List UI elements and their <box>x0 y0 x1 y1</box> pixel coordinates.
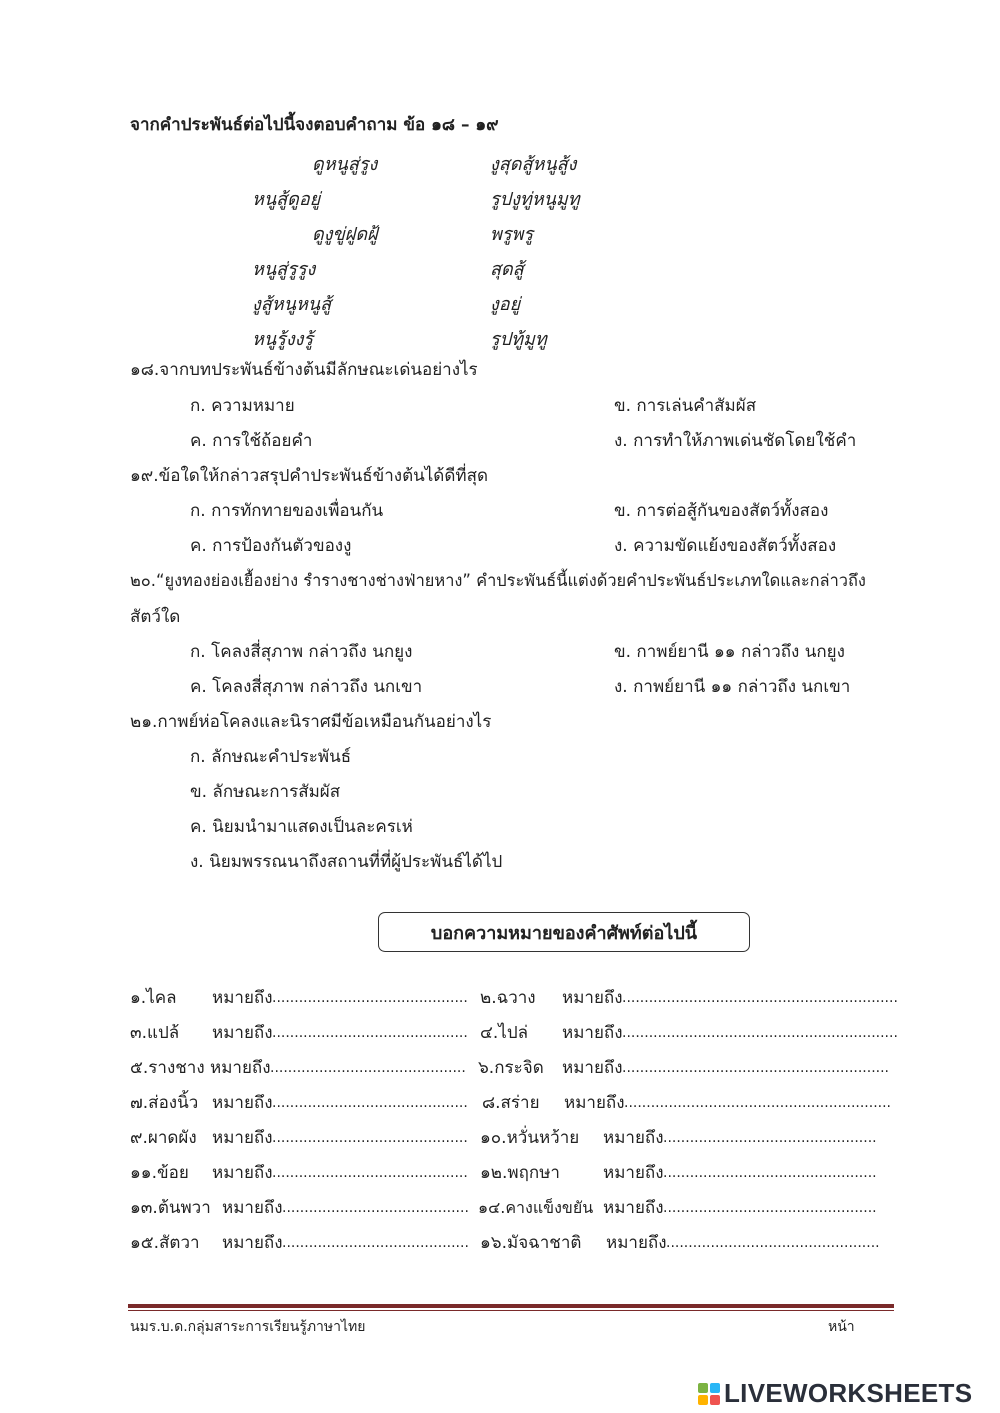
vocab-label: หมายถึง <box>603 1128 664 1148</box>
poem-left-line: หนูสู้ดูอยู่ <box>252 189 321 210</box>
vocab-answer-blank[interactable]: ............................................................ <box>624 1095 892 1111</box>
poem-right-line: งูสุดสู้หนูสู้ง <box>490 154 577 175</box>
vocab-label: หมายถึง <box>606 1233 667 1253</box>
vocab-label: หมายถึง <box>222 1198 283 1218</box>
q19-choice-d[interactable]: ง. ความขัดแย้งของสัตว์ทั้งสอง <box>614 536 837 556</box>
vocab-word: ๕.รางชาง <box>130 1058 205 1078</box>
vocab-label: หมายถึง <box>222 1233 283 1253</box>
vocab-word: ๑๖.มัจฉาชาติ <box>480 1233 582 1253</box>
poem-right-line: รูปงูทู่หนูมูทู <box>490 189 580 210</box>
vocab-answer-blank[interactable]: ............................................ <box>272 990 468 1006</box>
vocab-answer-blank[interactable]: .............................................................. <box>622 990 898 1006</box>
vocab-answer-blank[interactable]: ................................................ <box>663 1130 877 1146</box>
q18-choice-b[interactable]: ข. การเล่นคำสัมผัส <box>614 396 757 416</box>
poem-left-line: งูสู้หนูหนูสู้ <box>252 294 332 315</box>
section-title: บอกความหมายของคำศัพท์ต่อไปนี้ <box>430 922 698 944</box>
vocab-word: ๘.สร่าย <box>482 1093 540 1113</box>
vocab-answer-blank[interactable]: .......................................... <box>282 1200 469 1216</box>
poem-right-line: สุดสู้ <box>490 259 524 280</box>
vocab-answer-blank[interactable]: ............................................ <box>272 1095 468 1111</box>
footer-page: หน้า <box>828 1319 855 1335</box>
poem-right-line: รูปทู้มูทู <box>490 329 547 350</box>
vocab-answer-blank[interactable]: .............................................................. <box>622 1025 898 1041</box>
vocab-label: หมายถึง <box>562 988 623 1008</box>
footer-divider-thin <box>128 1310 894 1311</box>
vocab-word: ๑๓.ต้นพวา <box>130 1198 211 1218</box>
poem-left-line: หนูสู่รูรูง <box>252 259 316 280</box>
question-18: ๑๘.จากบทประพันธ์ข้างต้นมีลักษณะเด่นอย่างไร <box>130 360 478 380</box>
q21-choice-a[interactable]: ก. ลักษณะคำประพันธ์ <box>190 747 352 767</box>
liveworksheets-logo-icon <box>698 1383 720 1405</box>
instruction-heading: จากคำประพันธ์ต่อไปนี้จงตอบคำถาม ข้อ ๑๘ – ๑๙ <box>130 115 499 135</box>
vocab-answer-blank[interactable]: .......................................... <box>282 1235 469 1251</box>
poem-right-line: พรูพรู <box>490 224 534 245</box>
q19-choice-c[interactable]: ค. การป้องกันตัวของงู <box>190 536 352 556</box>
vocab-word: ๒.ฉวาง <box>480 988 536 1008</box>
question-19: ๑๙.ข้อใดให้กล่าวสรุปคำประพันธ์ข้างต้นได้ดีที่สุด <box>130 466 488 486</box>
footer-school: นมร.บ.ด.กลุ่มสาระการเรียนรู้ภาษาไทย <box>130 1319 366 1335</box>
vocab-label: หมายถึง <box>212 1023 273 1043</box>
vocab-answer-blank[interactable]: ............................................................ <box>622 1060 890 1076</box>
vocab-answer-blank[interactable]: ................................................ <box>663 1165 877 1181</box>
q18-choice-a[interactable]: ก. ความหมาย <box>190 396 295 416</box>
vocab-label: หมายถึง <box>212 988 273 1008</box>
vocab-label: หมายถึง <box>212 1128 273 1148</box>
vocab-label: หมายถึง <box>212 1093 273 1113</box>
q19-choice-a[interactable]: ก. การทักทายของเพื่อนกัน <box>190 501 384 521</box>
vocab-label: หมายถึง <box>603 1163 664 1183</box>
vocab-label: หมายถึง <box>562 1058 623 1078</box>
q21-choice-d[interactable]: ง. นิยมพรรณนาถึงสถานที่ที่ผู้ประพันธ์ได้ไป <box>190 852 503 872</box>
vocab-label: หมายถึง <box>564 1093 625 1113</box>
q18-choice-c[interactable]: ค. การใช้ถ้อยคำ <box>190 431 313 451</box>
q18-choice-d[interactable]: ง. การทำให้ภาพเด่นชัดโดยใช้คำ <box>614 431 857 451</box>
question-20: ๒๐.“ยูงทองย่องเยื้องย่าง รำรางชางช่างฟ่ายหาง” คำประพันธ์นี้แต่งด้วยคำประพันธ์ประเภทใดและกล่าวถึง <box>130 571 866 590</box>
vocab-label: หมายถึง <box>603 1198 664 1218</box>
question-21: ๒๑.กาพย์ห่อโคลงและนิราศมีข้อเหมือนกันอย่างไร <box>130 712 492 732</box>
section-title-box <box>378 912 750 952</box>
vocab-word: ๓.แปล้ <box>130 1023 180 1043</box>
vocab-answer-blank[interactable]: ............................................ <box>272 1025 468 1041</box>
q19-choice-b[interactable]: ข. การต่อสู้กันของสัตว์ทั้งสอง <box>614 501 829 521</box>
poem-left-line: ดูหนูสู่รูง <box>312 154 378 175</box>
q21-choice-b[interactable]: ข. ลักษณะการสัมผัส <box>190 782 341 802</box>
q20-choice-d[interactable]: ง. กาพย์ยานี ๑๑ กล่าวถึง นกเขา <box>614 677 851 697</box>
vocab-word: ๑๑.ข้อย <box>130 1163 189 1183</box>
vocab-word: ๑๔.คางแข็งขยัน <box>478 1198 594 1217</box>
vocab-answer-blank[interactable]: ................................................ <box>663 1200 877 1216</box>
vocab-label: หมายถึง <box>562 1023 623 1043</box>
poem-right-line: งูอยู่ <box>490 294 521 315</box>
poem-left-line: ดูงูขู่ฝูดฝู้ <box>312 224 378 245</box>
vocab-word: ๑๐.หวั่นหว้าย <box>480 1128 580 1148</box>
vocab-answer-blank[interactable]: ............................................ <box>272 1165 468 1181</box>
q21-choice-c[interactable]: ค. นิยมนำมาแสดงเป็นละครเห่ <box>190 817 413 837</box>
vocab-label: หมายถึง <box>210 1058 271 1078</box>
poem-left-line: หนูรู้งงรู้ <box>252 329 314 350</box>
vocab-answer-blank[interactable]: ................................................ <box>666 1235 880 1251</box>
vocab-word: ๙.ผาดผัง <box>130 1128 197 1148</box>
vocab-word: ๑๒.พฤกษา <box>480 1163 560 1183</box>
q20-choice-c[interactable]: ค. โคลงสี่สุภาพ กล่าวถึง นกเขา <box>190 677 423 697</box>
question-20-continued: สัตว์ใด <box>130 607 181 627</box>
vocab-word: ๖.กระจิด <box>478 1058 544 1078</box>
liveworksheets-logo-text: LIVEWORKSHEETS <box>724 1378 973 1408</box>
liveworksheets-logo <box>698 1378 972 1409</box>
vocab-answer-blank[interactable]: ............................................ <box>270 1060 466 1076</box>
vocab-word: ๑.ไคล <box>130 988 177 1008</box>
vocab-word: ๗.ส่องนิ้ว <box>130 1093 199 1113</box>
vocab-answer-blank[interactable]: ............................................ <box>272 1130 468 1146</box>
vocab-label: หมายถึง <box>212 1163 273 1183</box>
footer-divider <box>128 1304 894 1308</box>
q20-choice-b[interactable]: ข. กาพย์ยานี ๑๑ กล่าวถึง นกยูง <box>614 642 845 662</box>
vocab-word: ๑๕.สัตวา <box>130 1233 200 1253</box>
vocab-word: ๔.ไปล่ <box>480 1023 529 1043</box>
q20-choice-a[interactable]: ก. โคลงสี่สุภาพ กล่าวถึง นกยูง <box>190 642 413 662</box>
